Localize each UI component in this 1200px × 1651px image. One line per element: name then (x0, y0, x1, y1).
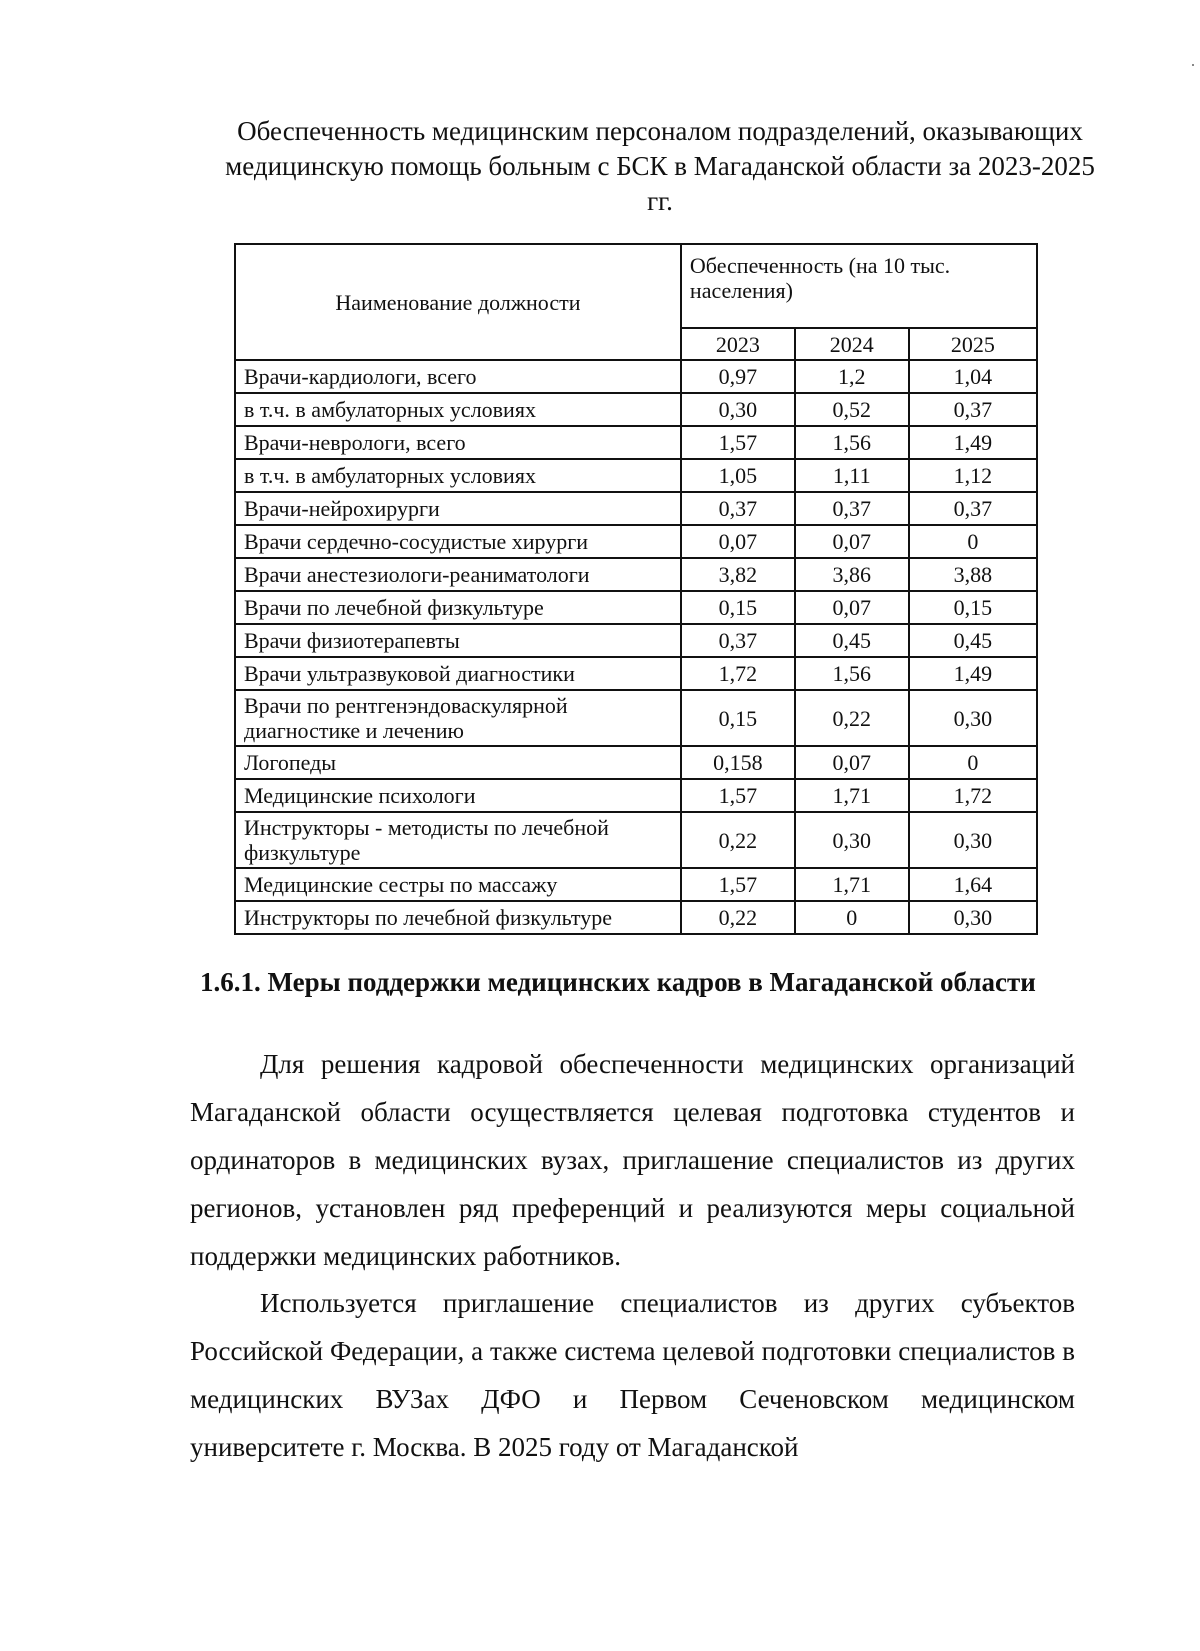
cell-value: 0,37 (909, 492, 1037, 525)
cell-value: 0,30 (909, 812, 1037, 868)
cell-value: 0,37 (795, 492, 909, 525)
cell-value: 0,97 (681, 360, 795, 393)
table-body (235, 360, 1037, 934)
cell-position: Медицинские психологи (235, 779, 681, 812)
cell-value: 3,82 (681, 558, 795, 591)
cell-value: 0,30 (909, 901, 1037, 934)
table-row (235, 360, 1037, 393)
cell-value: 1,72 (909, 779, 1037, 812)
cell-position: Врачи ультразвуковой диагностики (235, 657, 681, 690)
table-row (235, 812, 1037, 868)
cell-value: 0,22 (795, 690, 909, 746)
body-paragraph: Используется приглашение специалистов из других субъектов Российской Федерации, а также система целевой подготовки специалистов в медицинских ВУЗах ДФО и Первом Сеченовском медицинском университете г. Москва. В 2025 году от Магаданской (190, 1288, 1075, 1462)
table-row (235, 657, 1037, 690)
cell-position: Врачи по лечебной физкультуре (235, 591, 681, 624)
section-heading: 1.6.1. Меры поддержки медицинских кадров в Магаданской области (200, 967, 1036, 997)
cell-value: 1,71 (795, 779, 909, 812)
cell-value: 0,37 (681, 492, 795, 525)
cell-position: Врачи физиотерапевты (235, 624, 681, 657)
cell-value: 0,30 (681, 393, 795, 426)
cell-value: 0,07 (681, 525, 795, 558)
header-year: 2025 (909, 328, 1037, 360)
cell-value: 3,88 (909, 558, 1037, 591)
body-paragraph: Для решения кадровой обеспеченности медицинских организаций Магаданской области осуществляется целевая подготовка студентов и ординаторов в медицинских вузах, приглашение специалистов из других регионов, установлен ряд преференций и реализуются меры социальной поддержки медицинских работников. (190, 1049, 1075, 1271)
cell-value: 0,07 (795, 525, 909, 558)
cell-value: 1,72 (681, 657, 795, 690)
table-row (235, 459, 1037, 492)
cell-position: Медицинские сестры по массажу (235, 868, 681, 901)
cell-position: Врачи анестезиологи-реаниматологи (235, 558, 681, 591)
cell-position: Врачи по рентгенэндоваскулярной диагностике и лечению (235, 690, 681, 746)
header-position-name: Наименование должности (235, 244, 681, 360)
cell-value: 0 (795, 901, 909, 934)
cell-position: в т.ч. в амбулаторных условиях (235, 459, 681, 492)
cell-value: 1,05 (681, 459, 795, 492)
cell-value: 0,22 (681, 901, 795, 934)
table-row (235, 426, 1037, 459)
cell-value: 0,15 (681, 591, 795, 624)
cell-value: 0,22 (681, 812, 795, 868)
cell-value: 0,37 (681, 624, 795, 657)
table-row (235, 746, 1037, 779)
cell-value: 1,57 (681, 426, 795, 459)
table-row (235, 868, 1037, 901)
header-year: 2024 (795, 328, 909, 360)
cell-position: Врачи-нейрохирурги (235, 492, 681, 525)
cell-value: 0,15 (681, 690, 795, 746)
cell-value: 1,56 (795, 426, 909, 459)
table-row (235, 901, 1037, 934)
cell-value: 0,30 (795, 812, 909, 868)
cell-value: 0,07 (795, 591, 909, 624)
cell-position: Врачи-кардиологи, всего (235, 360, 681, 393)
cell-value: 0 (909, 746, 1037, 779)
cell-value: 0,15 (909, 591, 1037, 624)
header-year: 2023 (681, 328, 795, 360)
cell-value: 0,45 (795, 624, 909, 657)
cell-value: 0,52 (795, 393, 909, 426)
cell-value: 1,2 (795, 360, 909, 393)
cell-value: 1,11 (795, 459, 909, 492)
cell-value: 0,30 (909, 690, 1037, 746)
cell-value: 3,86 (795, 558, 909, 591)
cell-value: 0 (909, 525, 1037, 558)
staffing-table (234, 243, 1038, 935)
table-row (235, 558, 1037, 591)
table-row (235, 779, 1037, 812)
table-row (235, 525, 1037, 558)
table-row (235, 624, 1037, 657)
cell-value: 1,04 (909, 360, 1037, 393)
cell-position: Врачи сердечно-сосудистые хирурги (235, 525, 681, 558)
cell-value: 0,45 (909, 624, 1037, 657)
cell-value: 1,49 (909, 657, 1037, 690)
cell-value: 1,57 (681, 779, 795, 812)
table-row (235, 690, 1037, 746)
table-caption: Обеспеченность медицинским персоналом подразделений, оказывающих медицинскую помощь больным с БСК в Магаданской области за 2023-2025 гг. (225, 116, 1095, 216)
cell-position: Инструкторы - методисты по лечебной физкультуре (235, 812, 681, 868)
table-row (235, 492, 1037, 525)
cell-position: Инструкторы по лечебной физкультуре (235, 901, 681, 934)
cell-value: 1,49 (909, 426, 1037, 459)
cell-value: 1,57 (681, 868, 795, 901)
table-row (235, 393, 1037, 426)
cell-position: Логопеды (235, 746, 681, 779)
table-row (235, 591, 1037, 624)
cell-value: 0,158 (681, 746, 795, 779)
cell-value: 1,64 (909, 868, 1037, 901)
header-provision: Обеспеченность (на 10 тыс. населения) (681, 244, 1037, 328)
cell-value: 1,71 (795, 868, 909, 901)
cell-value: 0,07 (795, 746, 909, 779)
scan-speck (1192, 64, 1194, 66)
cell-value: 1,56 (795, 657, 909, 690)
cell-value: 0,37 (909, 393, 1037, 426)
cell-position: Врачи-неврологи, всего (235, 426, 681, 459)
cell-value: 1,12 (909, 459, 1037, 492)
cell-position: в т.ч. в амбулаторных условиях (235, 393, 681, 426)
